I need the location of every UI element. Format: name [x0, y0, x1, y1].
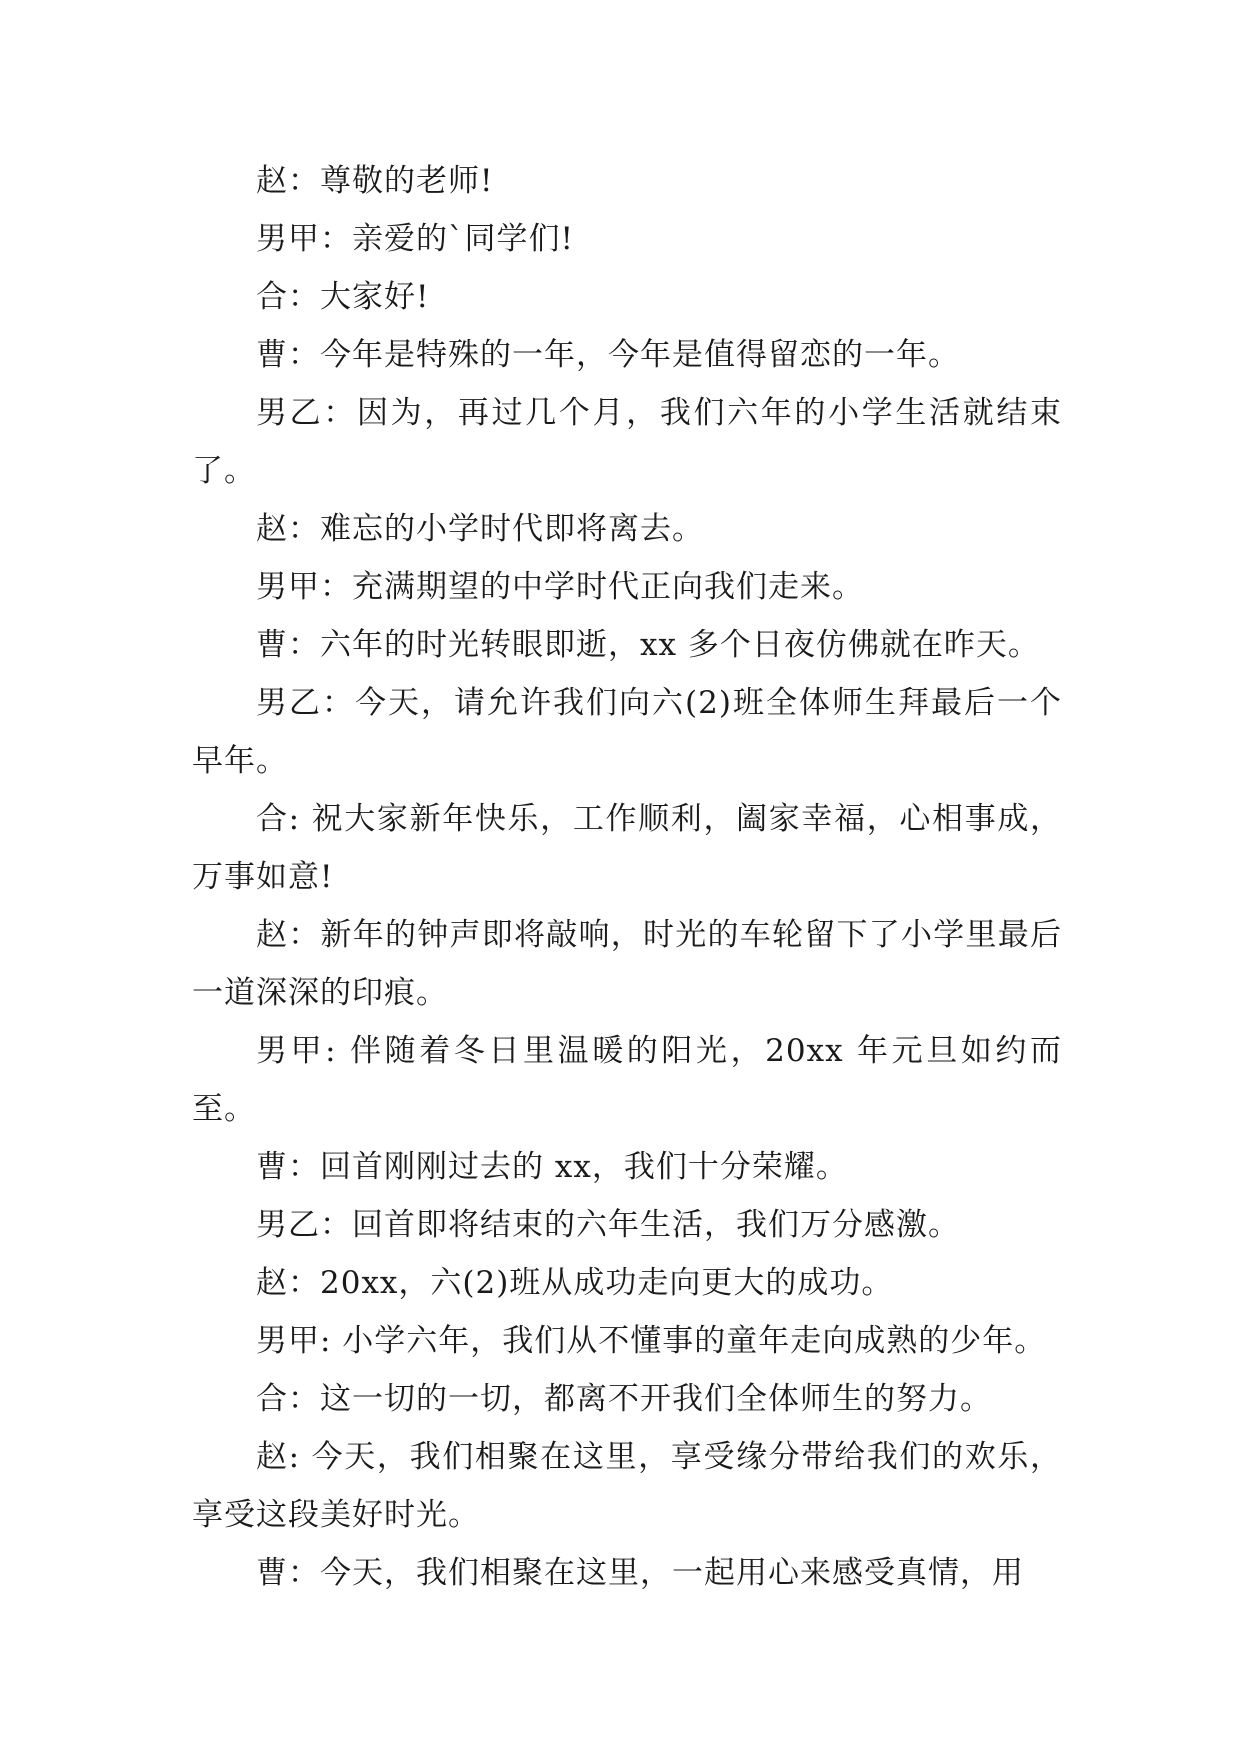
paragraph: 男乙：因为，再过几个月，我们六年的小学生活就结束了。 — [192, 395, 1062, 489]
paragraph: 男乙：今天，请允许我们向六(2)班全体师生拜最后一个早年。 — [192, 685, 1062, 779]
paragraph: 曹：今天，我们相聚在这里，一起用心来感受真情，用 — [256, 1555, 1024, 1591]
paragraph: 曹：六年的时光转眼即逝，xx 多个日夜仿佛就在昨天。 — [256, 627, 1040, 663]
paragraph: 赵: 今天，我们相聚在这里，享受缘分带给我们的欢乐，享受这段美好时光。 — [192, 1439, 1062, 1533]
paragraph: 赵：尊敬的老师! — [256, 163, 494, 199]
paragraph: 赵：新年的钟声即将敲响，时光的车轮留下了小学里最后一道深深的印痕。 — [192, 917, 1062, 1011]
paragraph: 曹：今年是特殊的一年，今年是值得留恋的一年。 — [256, 337, 960, 373]
paragraph: 合: 祝大家新年快乐，工作顺利，阖家幸福，心相事成，万事如意! — [192, 801, 1062, 895]
paragraph: 男乙：回首即将结束的六年生活，我们万分感激。 — [256, 1207, 960, 1243]
paragraph: 男甲：亲爱的`同学们! — [256, 221, 574, 257]
paragraph: 赵：难忘的小学时代即将离去。 — [256, 511, 704, 547]
paragraph: 赵：20xx，六(2)班从成功走向更大的成功。 — [256, 1265, 894, 1301]
paragraph: 曹：回首刚刚过去的 xx，我们十分荣耀。 — [256, 1149, 848, 1185]
paragraph: 合：大家好! — [256, 279, 430, 315]
document-body — [192, 152, 1062, 1602]
paragraph: 合：这一切的一切，都离不开我们全体师生的努力。 — [256, 1381, 992, 1417]
paragraph: 男甲: 伴随着冬日里温暖的阳光，20xx 年元旦如约而至。 — [192, 1033, 1062, 1127]
paragraph: 男甲：充满期望的中学时代正向我们走来。 — [256, 569, 864, 605]
paragraph: 男甲: 小学六年，我们从不懂事的童年走向成熟的少年。 — [256, 1323, 1047, 1359]
